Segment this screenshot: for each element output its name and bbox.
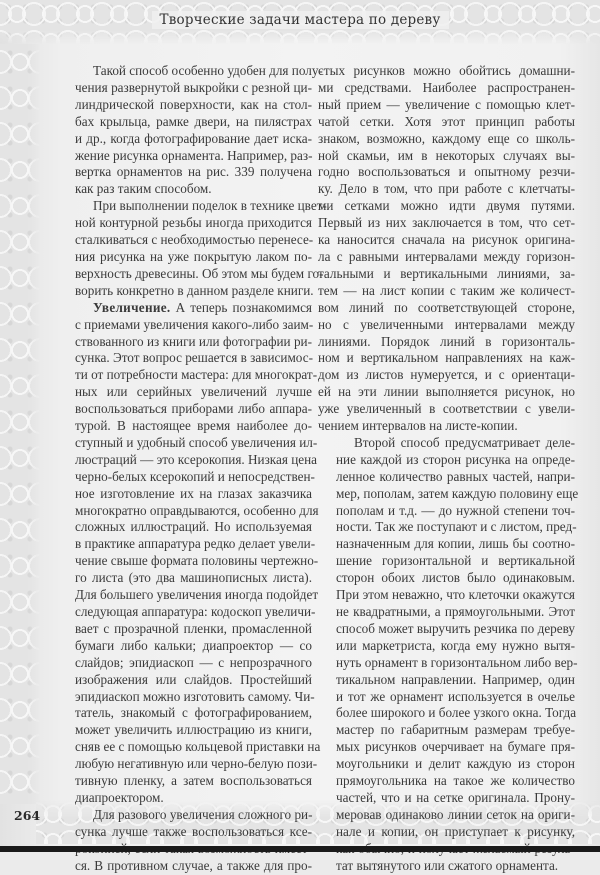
text-line: тивную пленку, а затем воспользоваться [75, 773, 312, 789]
text-line: ности. Так же поступают и с листом, пред- [336, 519, 577, 535]
text-line: жение рисунка орнамента. Например, раз- [75, 147, 313, 163]
text-line: При этом неважно, что клеточки окажутся [336, 587, 575, 603]
text-line: турой. В настоящее время наиболее до- [75, 418, 312, 434]
left-ornament-border [0, 44, 40, 804]
text-line: мастер по габаритным размерам требуе- [336, 722, 575, 738]
text-line: линиями. Порядок линий в горизонталь- [318, 333, 575, 349]
text-line: ка наносится сначала на рисунок оригина- [318, 232, 575, 248]
text-line: татель, знакомый с фотографированием, [75, 705, 312, 721]
text-line: сунка лучше также воспользоваться ксе- [75, 823, 312, 839]
text-line: и тот же орнамент используется в очелье [336, 688, 575, 704]
text-line: бумаги либо кальки; диапроектор — со [75, 637, 312, 653]
text-line: стых рисунков можно обойтись домашни- [318, 63, 575, 78]
text-line: частей, что и на сетке оригинала. Прону- [336, 789, 575, 805]
text-line: ных или серийных увеличений лучше [75, 384, 312, 400]
text-line: ти от потребности мастера: для многократ- [75, 367, 318, 383]
text-line: го листа (это два машинописных листа). [75, 570, 312, 586]
text-line: ном и вертикальном направлениях на каж- [318, 350, 575, 366]
text-line: линдрической поверхности, как на стол- [75, 96, 312, 112]
text-line: пополам и т.д. — до нужной степени точ- [336, 502, 575, 518]
text-line: как раз таким способом. [75, 181, 212, 197]
text-line: тем — на лист копии с таким же количест- [318, 282, 575, 298]
text-line: нуть орнамент в горизонтальном либо вер- [336, 654, 578, 670]
text-line: чением интервалов на листе-копии. [318, 418, 518, 434]
text-line: ния рисунка на уже покрытую лаком по- [75, 248, 312, 264]
text-line: Для разового увеличения сложного ри- [93, 806, 313, 822]
text-line: тат вытянутого или сжатого орнамента. [336, 857, 559, 873]
text-line: При выполнении поделок в технике цвет- [93, 198, 327, 214]
paragraph [57, 299, 321, 807]
text-line: слайдов; эпидиаскоп — с непрозрачного [75, 654, 312, 670]
text-line: ступный и удобный способ увеличения ил- [75, 434, 318, 450]
left-text-column [57, 63, 327, 875]
text-line: диапроектором. [75, 789, 164, 805]
text-line: ствованного из книги или фотографии ри- [75, 333, 312, 349]
paragraph [57, 198, 327, 299]
text-line: сняв ее с помощью кольцевой приставки на [75, 739, 321, 755]
page-number: 264 [14, 808, 41, 823]
text-line: Увеличение. А теперь познакомимся [93, 299, 312, 315]
text-line: ный прием — увеличение с помощью клет- [318, 96, 575, 112]
text-line: ворить конкретно в данном разделе книги. [75, 282, 314, 298]
text-line: люстраций — это ксерокопия. Низкая цена [75, 451, 318, 467]
text-line: сталкиваться с необходимостью перенесе- [75, 232, 314, 248]
text-line: ся. В противном случае, а также для про- [75, 857, 312, 873]
text-line: тальными и вертикальными линиями, за- [318, 265, 575, 281]
text-line: Второй способ предусматривает деле- [354, 434, 575, 450]
text-line: более широкого и более узкого окна. Тогда [336, 705, 577, 721]
text-line: и др., когда фотографирование дает иска- [75, 130, 312, 146]
text-line: способ может выручить резчика по дереву [336, 620, 575, 636]
text-line: чение свыше формата половины чертежно- [75, 553, 319, 569]
paragraph [57, 807, 312, 875]
text-line: ной контурной резьбы иногда приходится [75, 215, 312, 231]
text-line: ла с равными интервалами между горизон- [318, 248, 575, 264]
text-line: вает с прозрачной пленки, промасленной [75, 620, 312, 636]
text-line: назначенным для копии, лишь бы соотно- [336, 536, 575, 552]
text-line: вертка орнаментов на рис. 339 получена [75, 164, 312, 180]
text-line: мых рисунков очерчивает на бумаге пря- [336, 739, 575, 755]
text-line: или маркетриста, когда ему нужно вытя- [336, 637, 575, 653]
text-line: вом линий по соответствующей стороне, [318, 299, 575, 315]
running-head-text: Творческие задачи мастера по дереву [152, 11, 449, 29]
text-line: нале и копии, он приступает к рисунку, [336, 823, 575, 839]
paragraph [318, 63, 575, 435]
text-line: Такой способ особенно удобен для полу- [93, 63, 323, 78]
text-line: знаком, возможно, каждому еще со школь- [318, 130, 575, 146]
text-line: годно воспользоваться и опытному резчи- [318, 164, 575, 180]
text-line: ной скамьи, им в некоторых случаях вы- [318, 147, 575, 163]
running-head [0, 12, 600, 28]
text-line: не квадратными, а прямоугольными. Этот [336, 604, 575, 619]
text-line: мер, пополам, затем каждую половину еще [336, 485, 579, 501]
paragraph [57, 63, 323, 198]
text-line: меровав одинаково линии сеток на ориги- [336, 806, 575, 822]
text-line: прямоугольника на такое же количество [336, 773, 575, 789]
text-line: следующая аппаратура: кодоскоп увеличи- [75, 604, 316, 619]
right-text-column [318, 63, 579, 875]
text-line: с приемами увеличения какого-либо заим- [75, 316, 314, 332]
text-line: чения развернутой выкройки с резной ци- [75, 79, 312, 95]
text-line: ленное количество равных частей, напри- [336, 468, 575, 484]
paragraph [318, 434, 579, 875]
text-line: верхность древесины. Об этом мы будем го- [75, 265, 324, 281]
text-line: шение горизонтальной и вертикальной [336, 553, 575, 569]
text-line: ние каждой из сторон рисунка на опреде- [336, 451, 575, 467]
text-line: любую негативную или черно-белую пози- [75, 756, 318, 772]
text-line: ку. Дело в том, что при работе с клетчаты- [318, 181, 575, 197]
text-line: моугольники и делит каждую из сторон [336, 756, 575, 772]
text-line: уже увеличенный в соответствии с увели- [318, 401, 575, 417]
text-line: в практике аппаратура редко делает увели- [75, 536, 316, 552]
text-line: изображения или слайдов. Простейший [75, 671, 312, 687]
text-line: Для большего увеличения иногда подойдет [75, 587, 319, 603]
text-line: черно-белых ксерокопий и непосредствен- [75, 468, 315, 484]
text-line: ей на эти линии выполняется рисунок, но [318, 384, 575, 400]
text-line: бах крыльца, рамке двери, на пилястрах [75, 113, 312, 129]
text-line: ми сетками можно идти двумя путями. [318, 198, 575, 214]
text-line: многократно оправдываются, особенно для [75, 502, 319, 518]
text-line: может увеличить иллюстрацию из книги, [75, 722, 312, 738]
text-line: сложных иллюстраций. Но используемая [75, 519, 312, 535]
text-line: ное изготовление их на глазах заказчика [75, 485, 312, 501]
text-line: чатой сетки. Хотя этот принцип работы [318, 113, 575, 129]
text-line: воспользоваться приборами либо аппара- [75, 401, 312, 417]
text-line: дом из листов нумеруется, и с ориентаци- [318, 367, 575, 383]
section-run-in-heading: Увеличение. [93, 299, 171, 315]
text-line: Первый из них заключается в том, что сет- [318, 215, 575, 231]
text-line: эпидиаскоп можно изготовить самому. Чи- [75, 688, 315, 704]
text-line: но с увеличенными интервалами между [318, 316, 575, 332]
text-line: ми средствами. Наиболее распространен- [318, 79, 575, 95]
text-line: сунка. Этот вопрос решается в зависимос- [75, 350, 313, 366]
text-line: сторон обоих листов было одинаковым. [336, 570, 575, 586]
scan-bottom-edge [0, 846, 600, 852]
text-line: тикальном направлении. Например, один [336, 671, 575, 687]
